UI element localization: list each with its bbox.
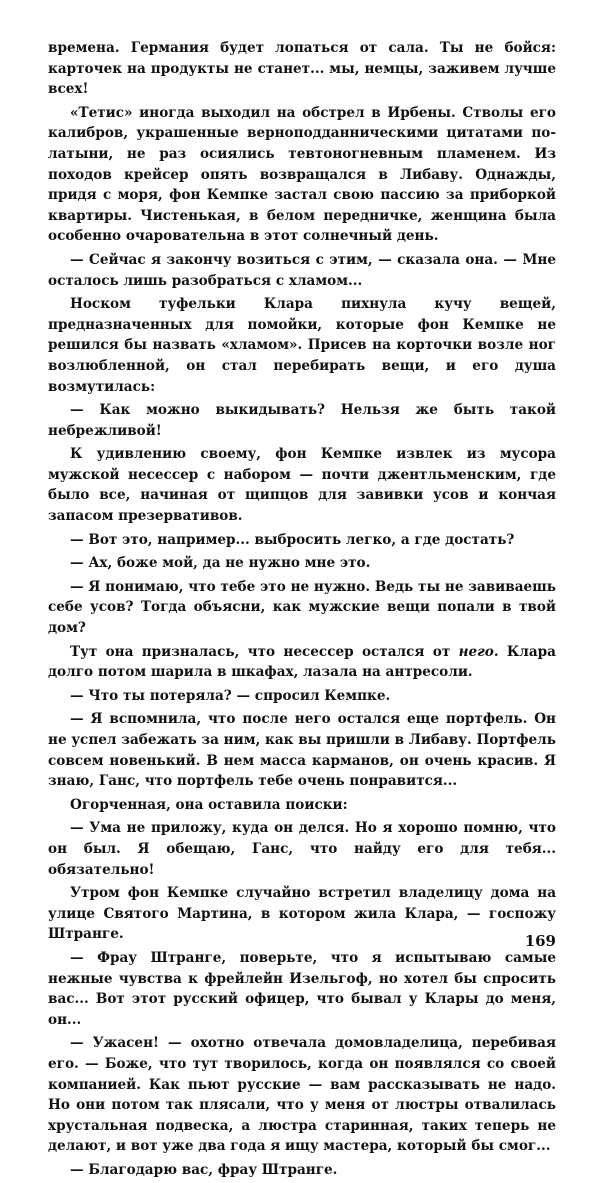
paragraph-12: — Я вспомнила, что после него остался еще портфель. Он не успел забежать за ним, как вы пришли в Либаву. Портфель совсем новенький. В нем масса карманов, он очень красив. Я знаю, Ганс, что портфель тебе очень понравится... xyxy=(48,711,556,790)
paragraph-6: К удивлению своему, фон Кемпке извлек из мусора мужской несессер с набором — почти джентльменским, где было все, начиная от щипцов для завивки усов и кончая запасом презервативов. xyxy=(48,446,556,525)
paragraph-10-italic: него. xyxy=(458,643,499,660)
paragraph-10-end: Клара долго потом шарила в шкафах, лазала на антресоли. xyxy=(48,643,556,681)
paragraph-2: «Тетис» иногда выходил на обстрел в Ирбены. Стволы его калибров, украшенные верноподданническими цитатами по-латыни, не раз осиялись тевтоногневным пламенем. Из походов крейсер опять возвращался в Либаву. Однажды, придя с моря, фон Кемпке застал свою пассию за приборкой квартиры. Чистенькая, в белом передничке, женщина была особенно очаровательна в этот солнечный день. xyxy=(48,104,556,245)
paragraph-8: — Ах, боже мой, да не нужно мне это. xyxy=(70,555,371,572)
paragraph-14: — Ума не приложу, куда он делся. Но я хорошо помню, что он был. Я обещаю, Ганс, что найду его для тебя... обязательно! xyxy=(48,820,556,878)
page-number: 169 xyxy=(524,932,556,950)
paragraph-5: — Как можно выкидывать? Нельзя же быть такой небрежливой! xyxy=(48,402,556,439)
paragraph-13: Огорченная, она оставила поиски: xyxy=(70,796,348,813)
paragraph-17: — Ужасен! — охотно отвечала домовладелица, перебивая его. — Боже, что тут творилось, когда он появлялся со своей компанией. Как пьют русские — вам рассказывать не надо. Но они потом так плясали, что у меня от люстры отвалилась хрустальная подвеска, а люстра старинная, таких теперь не делают, и вот уже два года я ищу мастера, который бы смог... xyxy=(48,1035,556,1155)
paragraph-16: — Фрау Штранге, поверьте, что я испытываю самые нежные чувства к фрейлейн Изельгоф, но хотел бы спросить вас... Вот этот русский офицер, что бывал у Клары до меня, он... xyxy=(48,949,556,1028)
paragraph-15: Утром фон Кемпке случайно встретил владелицу дома на улице Святого Мартина, в котором жила Клара, — госпожу Штранге. xyxy=(48,885,556,943)
paragraph-9: — Я понимаю, что тебе это не нужно. Ведь ты не завиваешь себе усов? Тогда объясни, как мужские вещи попали в твой дом? xyxy=(48,578,556,637)
paragraph-10-start: Тут она призналась, что несессер остался от xyxy=(70,643,459,660)
paragraph-3: — Сейчас я закончу возиться с этим, — сказала она. — Мне осталось лишь разобраться с хламом... xyxy=(48,251,556,289)
paragraph-4: Носком туфельки Клара пихнула кучу вещей, предназначенных для помойки, которые фон Кемпке не решился бы назвать «хламом». Присев на корточки возле ног возлюбленной, он стал перебирать вещи, и его душа возмутилась: xyxy=(48,296,556,395)
paragraph-10 xyxy=(48,642,556,683)
paragraph-11: — Что ты потеряла? — спросил Кемпке. xyxy=(70,687,391,704)
book-page xyxy=(48,38,556,1183)
paragraph-18: — Благодарю вас, фрау Штранге. xyxy=(70,1161,338,1178)
paragraph-7: — Вот это, например... выбросить легко, а где достать? xyxy=(70,531,515,548)
paragraph-1: времена. Германия будет лопаться от сала. Ты не бойся: карточек на продукты не станет... мы, немцы, заживем лучше всех! xyxy=(48,40,556,98)
